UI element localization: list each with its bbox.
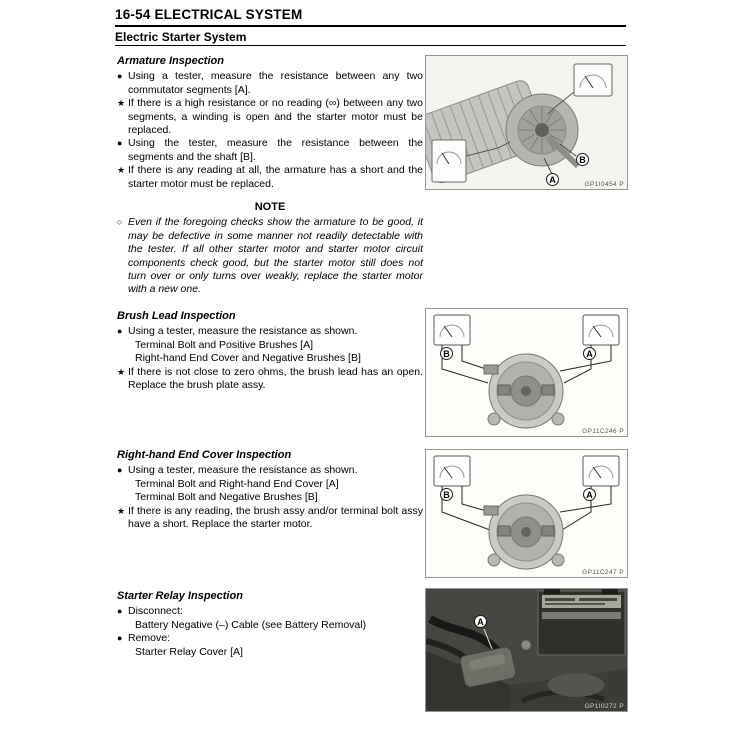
instruction-text: Starter Relay Cover [A] (135, 645, 243, 658)
bullet-marker: ● (117, 465, 123, 476)
section-starter-relay-inspection (117, 590, 423, 659)
instruction-text: If there is any reading, the brush assy and/or terminal bolt assy have a short. Replace the starter motor. (128, 504, 423, 531)
instruction-item (117, 97, 423, 137)
instruction-text: Terminal Bolt and Negative Brushes [B] (135, 491, 318, 504)
armature-photo (426, 56, 627, 189)
instruction-text: Terminal Bolt and Right-hand End Cover [A] (135, 477, 339, 490)
brush-lead-inspection-heading: Brush Lead Inspection (117, 310, 236, 322)
end-cover-inspection-heading: Right-hand End Cover Inspection (117, 449, 292, 461)
instruction-text: Right-hand End Cover and Negative Brushes [B] (135, 352, 361, 365)
bullet-marker: ● (117, 606, 123, 617)
instruction-text: Using the tester, measure the resistance between the segments and the shaft [B]. (128, 137, 423, 163)
instruction-text: Terminal Bolt and Positive Brushes [A] (135, 338, 313, 351)
armature-inspection-heading: Armature Inspection (117, 55, 224, 67)
note-heading: NOTE (254, 201, 286, 213)
end-cover-diagram (426, 450, 627, 577)
callout-label-a: A (583, 488, 596, 501)
chapter-title: 16-54 ELECTRICAL SYSTEM (115, 7, 303, 22)
callout-label-b: B (440, 488, 453, 501)
bullet-marker: ● (117, 633, 123, 644)
brush-lead-diagram (426, 309, 627, 436)
empty-marker (117, 352, 128, 365)
system-title: Electric Starter System (115, 30, 247, 44)
star-marker: ★ (117, 98, 126, 109)
instruction-item (117, 366, 423, 393)
instruction-text: If there is a high resistance or no reading (∞) between any two segments, a winding is open and the starter motor must be replaced. (128, 97, 423, 137)
star-marker: ★ (117, 366, 126, 377)
callout-label-a: A (583, 347, 596, 360)
note-item (117, 216, 423, 296)
instruction-item (117, 164, 423, 191)
figure-code: GP1I0272 P (584, 703, 624, 710)
starter-relay-photo (426, 589, 627, 711)
instruction-text: Using a tester, measure the resistance as shown. (128, 325, 358, 338)
instruction-text: Using a tester, measure the resistance as shown. (128, 464, 358, 477)
instruction-subitem (117, 646, 423, 659)
bullet-marker: ● (117, 71, 123, 82)
instruction-item (117, 632, 423, 645)
figure-end-cover-inspection (425, 449, 628, 578)
callout-label-a: A (474, 615, 487, 628)
instruction-item (117, 605, 423, 618)
bullet-marker: ● (117, 138, 123, 149)
instruction-item (117, 505, 423, 532)
figure-armature-inspection (425, 55, 628, 190)
instruction-item (117, 137, 423, 164)
instruction-subitem (117, 352, 423, 365)
empty-marker (117, 646, 128, 659)
star-marker: ★ (117, 505, 126, 516)
instruction-text: Remove: (128, 632, 171, 645)
callout-label-b: B (576, 153, 589, 166)
section-brush-lead-inspection (117, 310, 423, 392)
section-note (117, 201, 423, 297)
empty-marker (117, 619, 128, 632)
circle-marker: ○ (117, 217, 123, 228)
section-end-cover-inspection (117, 449, 423, 531)
bullet-marker: ● (117, 326, 123, 337)
figure-code: GP11C247 P (582, 569, 624, 576)
note-text: Even if the foregoing checks show the armature to be good, it may be defective in some manner not readily detectable with the tester. If all other starter motor and starter motor circuit components check good, but the starter motor still does not turn over or only turns over weakly, replace the starter motor with a new one. (128, 216, 423, 296)
instruction-item (117, 325, 423, 338)
instruction-item (117, 464, 423, 477)
callout-label-a: A (546, 173, 559, 186)
instruction-subitem (117, 491, 423, 504)
instruction-subitem (117, 478, 423, 491)
callout-label-b: B (440, 347, 453, 360)
section-armature-inspection (117, 55, 423, 191)
empty-marker (117, 339, 128, 352)
instruction-item (117, 70, 423, 97)
star-marker: ★ (117, 165, 126, 176)
instruction-text: If there is any reading at all, the armature has a short and the starter motor must be replaced. (128, 164, 423, 190)
instruction-text: Battery Negative (–) Cable (see Battery Removal) (135, 618, 367, 631)
starter-relay-inspection-heading: Starter Relay Inspection (117, 590, 243, 602)
figure-brush-lead-inspection (425, 308, 628, 437)
empty-marker (117, 478, 128, 491)
instruction-subitem (117, 619, 423, 632)
system-title-rule (115, 45, 626, 46)
figure-code: GP11C246 P (582, 428, 624, 435)
figure-starter-relay (425, 588, 628, 712)
instruction-text: If there is not close to zero ohms, the brush lead has an open. Replace the brush plate assy. (128, 365, 423, 392)
instruction-text: Using a tester, measure the resistance between any two commutator segments [A]. (128, 70, 423, 96)
chapter-title-rule (115, 25, 626, 27)
instruction-text: Disconnect: (128, 605, 183, 618)
instruction-subitem (117, 339, 423, 352)
empty-marker (117, 491, 128, 504)
figure-code: GP1I0454 P (584, 181, 624, 188)
